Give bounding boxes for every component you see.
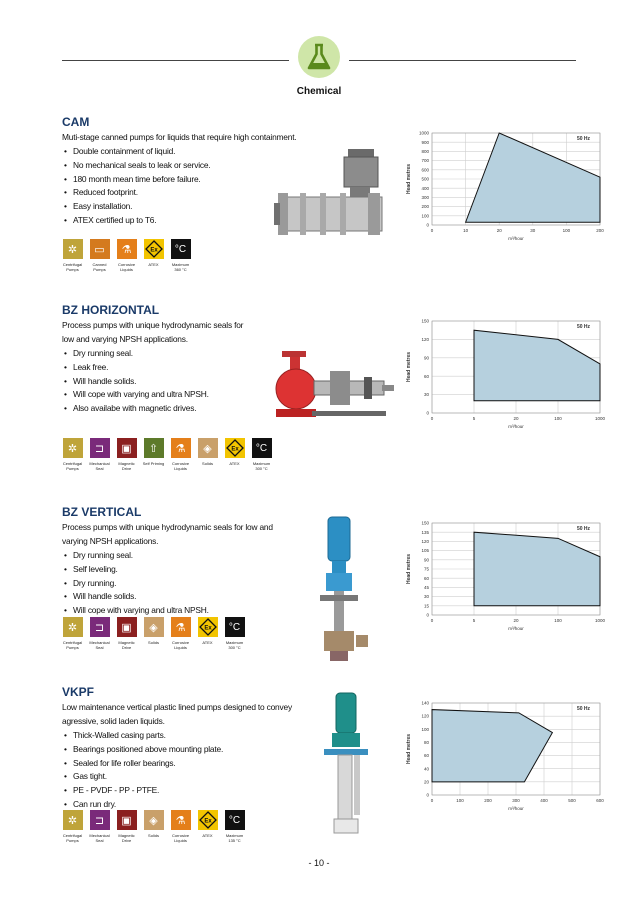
- y-tick-label: 200: [421, 204, 429, 210]
- svg-text:Ex: Ex: [149, 247, 158, 254]
- corrosive-liquid-icon: ⚗: [171, 810, 191, 830]
- icon-caption: Seal: [95, 645, 104, 650]
- centrifugal-pump-icon: ✲: [63, 810, 83, 830]
- icon-caption: 360 °C: [174, 267, 187, 272]
- y-tick-label: 60: [423, 373, 429, 379]
- feature-icon-group: [62, 438, 83, 471]
- performance-chart: [402, 313, 620, 433]
- temperature-icon: °C: [225, 810, 245, 830]
- icon-caption: Corrosive: [171, 461, 190, 466]
- feature-item: • Also availabe with magnetic drives.: [62, 402, 209, 416]
- y-axis-label: Head metres: [406, 733, 412, 765]
- performance-envelope: [432, 710, 552, 782]
- feature-item: • 180 month mean time before failure.: [62, 173, 210, 187]
- x-axis-label: m³/hour: [508, 806, 524, 811]
- feature-icon-group: [62, 239, 83, 272]
- icon-caption: Canned: [92, 262, 107, 267]
- icon-caption: Magnetic: [118, 640, 135, 645]
- x-tick-label: 500: [568, 798, 576, 803]
- feature-item: • PE - PVDF - PP - PTFE.: [62, 784, 223, 798]
- magnetic-drive-icon: ▣: [117, 438, 137, 458]
- atex-icon: [144, 239, 164, 259]
- svg-text:Ex: Ex: [203, 625, 212, 632]
- feature-icon-group: [116, 810, 137, 843]
- icon-caption: Pumps: [66, 838, 79, 843]
- x-tick-label: 100: [554, 618, 562, 623]
- header-rule-right: [349, 60, 576, 61]
- y-tick-label: 500: [421, 176, 429, 182]
- performance-chart-svg: [402, 695, 620, 815]
- description-line: Low maintenance vertical plastic lined pumps designed to convey: [62, 702, 292, 712]
- product-description: [62, 131, 296, 145]
- product-title: VKPF: [62, 685, 95, 699]
- y-tick-label: 0: [426, 612, 429, 618]
- description-line: Process pumps with unique hydrodynamic seals for: [62, 320, 244, 330]
- feature-icon-group: [143, 810, 164, 843]
- magnetic-drive-icon: ▣: [117, 810, 137, 830]
- vertical-pump-image: [312, 515, 372, 670]
- icon-caption: Corrosive: [117, 262, 136, 267]
- y-axis-label: Head metres: [406, 553, 412, 585]
- icon-caption: Liquids: [174, 466, 187, 471]
- y-tick-label: 20: [423, 779, 429, 785]
- icon-caption: Centrifugal: [62, 461, 83, 466]
- header-rule-left: [62, 60, 289, 61]
- x-tick-label: 300: [512, 798, 520, 803]
- feature-item: • Will handle solids.: [62, 375, 209, 389]
- feature-item: • Will handle solids.: [62, 590, 209, 604]
- y-tick-label: 400: [421, 185, 429, 191]
- x-tick-label: 20: [496, 228, 502, 233]
- atex-icon: [198, 810, 218, 830]
- x-tick-label: 200: [596, 228, 604, 233]
- x-tick-label: 100: [554, 416, 562, 421]
- feature-icons: [62, 617, 251, 650]
- description-line: low and varying NPSH applications.: [62, 333, 188, 344]
- icon-caption: Drive: [121, 645, 132, 650]
- performance-envelope: [474, 330, 600, 401]
- icon-caption: Mechanical: [89, 461, 110, 466]
- feature-icon-group: [197, 810, 218, 843]
- icon-caption: Solids: [202, 461, 213, 466]
- canned-pump-icon: ▭: [90, 239, 110, 259]
- y-tick-label: 30: [423, 594, 429, 600]
- x-tick-label: 100: [562, 228, 571, 233]
- y-tick-label: 45: [423, 585, 429, 590]
- icon-caption: ATEX: [229, 461, 240, 466]
- feature-item: • Can run dry.: [62, 798, 223, 812]
- feature-item: • No mechanical seals to leak or service.: [62, 159, 210, 173]
- feature-icons: [62, 810, 251, 843]
- description-line: Process pumps with unique hydrodynamic seals for low and: [62, 522, 273, 532]
- icon-caption: Pumps: [66, 466, 79, 471]
- y-tick-label: 105: [421, 548, 429, 554]
- icon-caption: Magnetic: [118, 461, 135, 466]
- feature-list: [62, 549, 209, 618]
- y-tick-label: 0: [426, 792, 429, 798]
- product-section-vkpf: [62, 685, 622, 855]
- feature-item: • Reduced footprint.: [62, 186, 210, 200]
- centrifugal-pump-icon: ✲: [63, 239, 83, 259]
- icon-caption: Corrosive: [171, 833, 190, 838]
- x-axis-label: m³/hour: [508, 626, 524, 631]
- mechanical-seal-icon: ⊐: [90, 810, 110, 830]
- product-description: [62, 319, 243, 347]
- x-tick-label: 1000: [594, 618, 606, 623]
- y-tick-label: 150: [421, 520, 429, 526]
- y-tick-label: 60: [423, 575, 429, 581]
- performance-envelope: [474, 532, 600, 606]
- canned-pump-image: [270, 147, 390, 252]
- product-title: CAM: [62, 115, 90, 129]
- feature-item: • Sealed for life roller bearings.: [62, 757, 223, 771]
- y-tick-label: 300: [421, 195, 429, 200]
- icon-caption: Maximum: [225, 640, 244, 645]
- feature-icon-group: [143, 617, 164, 650]
- product-description: [62, 521, 273, 549]
- feature-icon-group: [224, 810, 245, 843]
- x-tick-label: 20: [513, 416, 519, 421]
- feature-icon-group: [170, 810, 191, 843]
- icon-caption: Pumps: [66, 645, 79, 650]
- atex-icon: [198, 617, 218, 637]
- feature-item: • Gas tight.: [62, 770, 223, 784]
- feature-item: • Self leveling.: [62, 563, 209, 577]
- flask-icon: [298, 36, 340, 78]
- product-description: [62, 701, 292, 729]
- product-section-bz-horizontal: [62, 303, 622, 473]
- frequency-label: 50 Hz: [576, 324, 590, 330]
- icon-caption: Maximum: [252, 461, 271, 466]
- x-tick-label: 400: [540, 798, 548, 803]
- x-tick-label: 5: [472, 416, 476, 421]
- feature-icon-group: [224, 438, 245, 471]
- horizontal-pump-image: [272, 345, 397, 430]
- feature-item: • Easy installation.: [62, 200, 210, 214]
- feature-icons: [62, 239, 197, 272]
- icon-caption: Pumps: [66, 267, 79, 272]
- feature-icon-group: [116, 438, 137, 471]
- page-title: Chemical: [296, 86, 342, 97]
- y-tick-label: 30: [423, 392, 429, 398]
- y-tick-label: 90: [423, 557, 429, 563]
- x-tick-label: 100: [456, 798, 464, 803]
- y-tick-label: 60: [423, 753, 429, 759]
- y-tick-label: 0: [426, 410, 429, 416]
- magnetic-drive-icon: ▣: [117, 617, 137, 637]
- x-tick-label: 0: [430, 618, 434, 623]
- y-tick-label: 900: [421, 139, 429, 145]
- y-tick-label: 100: [421, 213, 429, 219]
- icon-caption: 300 °C: [255, 466, 268, 471]
- centrifugal-pump-icon: ✲: [63, 617, 83, 637]
- corrosive-liquid-icon: ⚗: [171, 438, 191, 458]
- performance-chart-svg: [402, 313, 620, 433]
- y-tick-label: 600: [421, 167, 429, 173]
- x-tick-label: 0: [430, 228, 434, 233]
- atex-icon: [225, 438, 245, 458]
- icon-caption: 135 °C: [228, 838, 241, 843]
- svg-text:Ex: Ex: [203, 818, 212, 825]
- corrosive-liquid-icon: ⚗: [171, 617, 191, 637]
- y-tick-label: 100: [421, 726, 429, 732]
- icon-caption: Pumps: [93, 267, 106, 272]
- feature-item: • Will cope with varying and ultra NPSH.: [62, 388, 209, 402]
- temperature-icon: °C: [171, 239, 191, 259]
- product-section-bz-vertical: [62, 505, 622, 675]
- self-priming-icon: ⇧: [144, 438, 164, 458]
- icon-caption: Maximum: [225, 833, 244, 838]
- mechanical-seal-icon: ⊐: [90, 617, 110, 637]
- performance-chart-svg: [402, 515, 620, 635]
- y-tick-label: 75: [423, 566, 429, 572]
- icon-caption: ATEX: [202, 640, 213, 645]
- performance-chart: [402, 125, 620, 245]
- icon-caption: Drive: [121, 838, 132, 843]
- description-line: varying NPSH applications.: [62, 535, 159, 546]
- feature-icon-group: [224, 617, 245, 650]
- feature-item: • Bearings positioned above mounting plate.: [62, 743, 223, 757]
- y-axis-label: Head metres: [406, 351, 412, 383]
- feature-item: • Leak free.: [62, 361, 209, 375]
- y-tick-label: 800: [421, 149, 429, 154]
- y-tick-label: 120: [421, 713, 429, 719]
- solids-icon: ◈: [144, 810, 164, 830]
- y-tick-label: 120: [421, 539, 429, 544]
- feature-icon-group: [89, 617, 110, 650]
- feature-icon-group: [197, 617, 218, 650]
- icon-caption: ATEX: [202, 833, 213, 838]
- icon-caption: Liquids: [120, 267, 133, 272]
- corrosive-liquid-icon: ⚗: [117, 239, 137, 259]
- x-tick-label: 200: [484, 798, 492, 803]
- temperature-icon: °C: [252, 438, 272, 458]
- page-number: - 10 -: [308, 858, 330, 868]
- feature-icon-group: [116, 617, 137, 650]
- performance-chart-svg: [402, 125, 620, 245]
- feature-icon-group: [170, 438, 191, 471]
- icon-caption: Self Priming: [142, 461, 165, 466]
- x-tick-label: 0: [430, 798, 434, 803]
- frequency-label: 50 Hz: [576, 706, 590, 712]
- feature-list: [62, 729, 223, 812]
- icon-caption: Liquids: [174, 645, 187, 650]
- feature-item: • Dry running seal.: [62, 347, 209, 361]
- feature-icon-group: [143, 438, 164, 471]
- feature-item: • Dry running.: [62, 577, 209, 591]
- feature-item: • Dry running seal.: [62, 549, 209, 563]
- x-tick-label: 1000: [594, 416, 606, 421]
- product-title: BZ VERTICAL: [62, 505, 142, 519]
- icon-caption: Mechanical: [89, 833, 110, 838]
- y-tick-label: 40: [423, 766, 429, 772]
- x-tick-label: 0: [430, 416, 434, 421]
- icon-caption: Magnetic: [118, 833, 135, 838]
- y-tick-label: 150: [421, 318, 429, 324]
- feature-icon-group: [62, 617, 83, 650]
- y-tick-label: 0: [426, 222, 429, 228]
- y-tick-label: 120: [421, 337, 429, 342]
- icon-caption: Solids: [148, 833, 159, 838]
- feature-icon-group: [143, 239, 164, 272]
- feature-item: • Will cope with varying and ultra NPSH.: [62, 604, 209, 618]
- y-tick-label: 15: [423, 603, 429, 609]
- frequency-label: 50 Hz: [576, 526, 590, 532]
- solids-icon: ◈: [198, 438, 218, 458]
- feature-icon-group: [197, 438, 218, 471]
- centrifugal-pump-icon: ✲: [63, 438, 83, 458]
- product-title: BZ HORIZONTAL: [62, 303, 160, 317]
- description-line: Muti-stage canned pumps for liquids that require high containment.: [62, 132, 297, 142]
- solids-icon: ◈: [144, 617, 164, 637]
- icon-caption: Corrosive: [171, 640, 190, 645]
- feature-item: • Double containment of liquid.: [62, 145, 210, 159]
- icon-caption: Mechanical: [89, 640, 110, 645]
- description-line: agressive, solid laden liquids.: [62, 715, 165, 726]
- performance-chart: [402, 515, 620, 635]
- feature-icon-group: [251, 438, 272, 471]
- feature-icon-group: [116, 239, 137, 272]
- icon-caption: Solids: [148, 640, 159, 645]
- icon-caption: Centrifugal: [62, 833, 83, 838]
- feature-item: • Thick-Walled casing parts.: [62, 729, 223, 743]
- x-tick-label: 20: [513, 618, 519, 623]
- y-tick-label: 80: [423, 740, 429, 746]
- feature-icon-group: [89, 438, 110, 471]
- feature-list: [62, 145, 210, 228]
- icon-caption: ATEX: [148, 262, 159, 267]
- icon-caption: Liquids: [174, 838, 187, 843]
- feature-list: [62, 347, 209, 416]
- y-axis-label: Head metres: [406, 163, 412, 195]
- x-axis-label: m³/hour: [508, 236, 524, 241]
- feature-icon-group: [170, 239, 191, 272]
- x-tick-label: 30: [530, 228, 536, 233]
- icon-caption: 300 °C: [228, 645, 241, 650]
- icon-caption: Drive: [121, 466, 132, 471]
- product-section-cam: [62, 115, 622, 285]
- icon-caption: Centrifugal: [62, 640, 83, 645]
- y-tick-label: 90: [423, 355, 429, 361]
- feature-icon-group: [89, 239, 110, 272]
- vertical-plastic-pump-image: [318, 691, 378, 846]
- x-tick-label: 5: [472, 618, 476, 623]
- svg-text:Ex: Ex: [230, 446, 239, 453]
- temperature-icon: °C: [225, 617, 245, 637]
- icon-caption: Centrifugal: [62, 262, 83, 267]
- feature-item: • ATEX certified up to T6.: [62, 214, 210, 228]
- x-tick-label: 10: [463, 228, 469, 233]
- y-tick-label: 1000: [418, 130, 429, 136]
- icon-caption: Seal: [95, 838, 104, 843]
- y-tick-label: 700: [421, 158, 429, 164]
- icon-caption: Maximum: [171, 262, 190, 267]
- feature-icon-group: [170, 617, 191, 650]
- frequency-label: 50 Hz: [576, 136, 590, 142]
- x-axis-label: m³/hour: [508, 424, 524, 429]
- performance-chart: [402, 695, 620, 815]
- feature-icons: [62, 438, 278, 471]
- feature-icon-group: [62, 810, 83, 843]
- feature-icon-group: [89, 810, 110, 843]
- x-tick-label: 600: [596, 798, 604, 803]
- icon-caption: Seal: [95, 466, 104, 471]
- mechanical-seal-icon: ⊐: [90, 438, 110, 458]
- y-tick-label: 135: [421, 529, 429, 535]
- y-tick-label: 140: [421, 700, 429, 706]
